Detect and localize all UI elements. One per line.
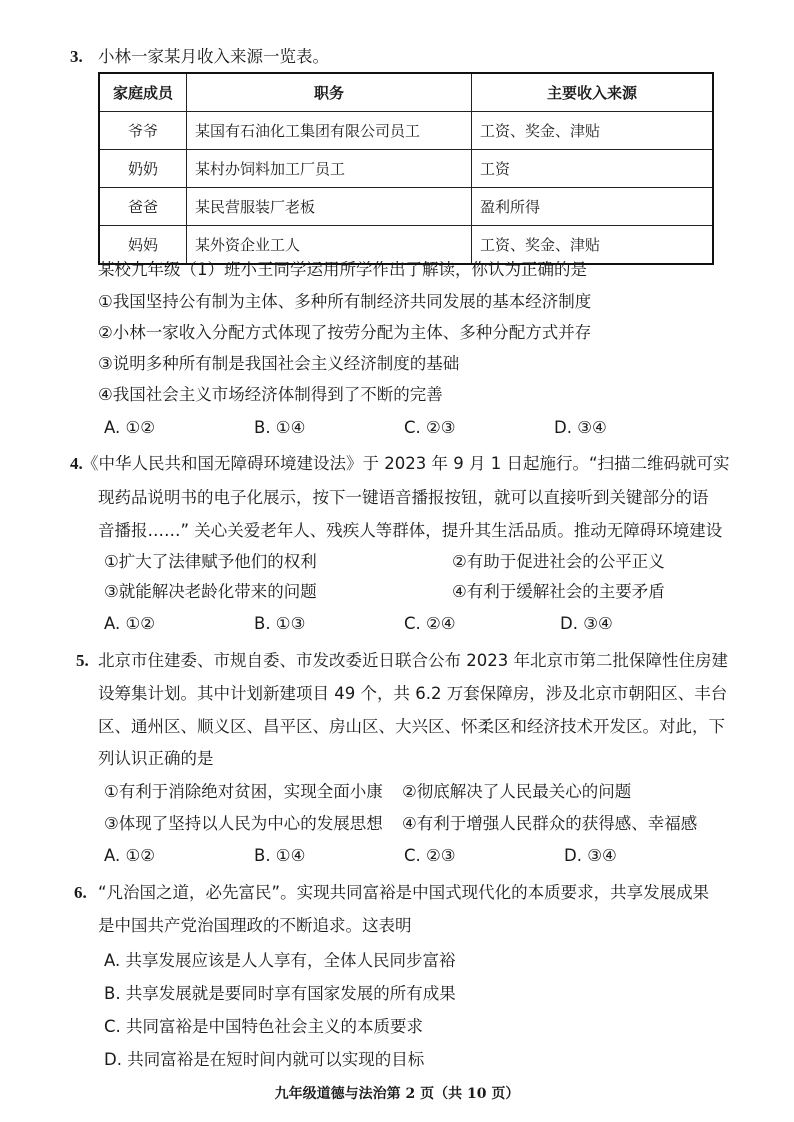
table-row [99,112,713,150]
answer-option: B. ①④ [254,418,306,437]
question-text-line: 《中华人民共和国无障碍环境建设法》于 2023 年 9 月 1 日起施行。“扫描二维码就可实 [82,454,730,473]
statement-item: ②小林一家收入分配方式体现了按劳分配为主体、多种分配方式并存 [98,323,592,342]
answer-option: A. ①② [104,614,156,633]
statement-item: ④有利于缓解社会的主要矛盾 [452,582,665,601]
question-text-line: 音播报……” 关心关爱老年人、残疾人等群体，提升其生活品质。推动无障碍环境建设 [98,521,723,540]
table-cell: 工资 [472,150,714,188]
answer-option: C. ②④ [404,614,456,633]
table-row [99,188,713,226]
table-cell: 爸爸 [99,188,187,226]
statement-item: ①我国坚持公有制为主体、多种所有制经济共同发展的基本经济制度 [98,292,592,311]
question-stem: 小林一家某月收入来源一览表。 [98,47,329,66]
table-header-cell: 职务 [187,73,472,112]
answer-option: C. ②③ [404,418,456,437]
table-header-cell: 主要收入来源 [472,73,714,112]
question-text-line: 北京市住建委、市规自委、市发改委近日联合公布 2023 年北京市第二批保障性住房建 [98,651,728,670]
table-cell: 某外资企业工人 [187,226,472,265]
question-text-line: 设筹集计划。其中计划新建项目 49 个，共 6.2 万套保障房，涉及北京市朝阳区、丰台 [98,684,728,703]
table-cell: 妈妈 [99,226,187,265]
question-text-line: 现药品说明书的电子化展示，按下一键语音播报按钮，就可以直接听到关键部分的语 [98,488,709,507]
answer-option: A. ①② [104,418,156,437]
answer-option: C. ②③ [404,846,456,865]
answer-option: B. 共享发展就是要同时享有国家发展的所有成果 [104,984,456,1003]
statement-item: ①有利于消除绝对贫困，实现全面小康 [104,782,383,801]
statement-item: ③体现了坚持以人民为中心的发展思想 [104,814,383,833]
answer-option: B. ①③ [254,614,306,633]
question-text-line: 区、通州区、顺义区、昌平区、房山区、大兴区、怀柔区和经济技术开发区。对此，下 [98,717,725,736]
table-header-cell: 家庭成员 [99,73,187,112]
question-followup: 某校九年级（1）班小王同学运用所学作出了解读，你认为正确的是 [98,260,587,279]
table-cell: 奶奶 [99,150,187,188]
table-cell: 某村办饲料加工厂员工 [187,150,472,188]
answer-option: D. 共同富裕是在短时间内就可以实现的目标 [104,1050,425,1069]
answer-option: D. ③④ [554,418,607,437]
table-cell: 爷爷 [99,112,187,150]
income-table [98,72,714,265]
question-number: 4. [70,454,83,473]
question-number: 3. [70,47,83,66]
table-cell: 工资、奖金、津贴 [472,112,714,150]
question-text-line: 是中国共产党治国理政的不断追求。这表明 [98,916,412,935]
answer-option: D. ③④ [560,614,613,633]
statement-item: ③说明多种所有制是我国社会主义经济制度的基础 [98,354,460,373]
statement-item: ①扩大了法律赋予他们的权利 [104,552,317,571]
statement-item: ④有利于增强人民群众的获得感、幸福感 [402,814,698,833]
question-text-line: “凡治国之道，必先富民”。实现共同富裕是中国式现代化的本质要求，共享发展成果 [98,883,710,902]
answer-option: B. ①④ [254,846,306,865]
statement-item: ③就能解决老龄化带来的问题 [104,582,317,601]
page-footer: 九年级道德与法治第 2 页（共 10 页） [274,1086,520,1102]
table-header-row [99,73,713,112]
answer-option: A. ①② [104,846,156,865]
table-row [99,150,713,188]
table-cell: 盈利所得 [472,188,714,226]
answer-option: A. 共享发展应该是人人享有，全体人民同步富裕 [104,951,456,970]
answer-option: C. 共同富裕是中国特色社会主义的本质要求 [104,1017,424,1036]
statement-item: ④我国社会主义市场经济体制得到了不断的完善 [98,385,443,404]
answer-option: D. ③④ [564,846,617,865]
statement-item: ②彻底解决了人民最关心的问题 [402,782,632,801]
question-text-line: 列认识正确的是 [98,749,214,768]
table-cell: 工资、奖金、津贴 [472,226,714,265]
question-number: 6. [74,883,87,902]
table-cell: 某民营服装厂老板 [187,188,472,226]
question-number: 5. [76,651,89,670]
table-cell: 某国有石油化工集团有限公司员工 [187,112,472,150]
statement-item: ②有助于促进社会的公平正义 [452,552,665,571]
